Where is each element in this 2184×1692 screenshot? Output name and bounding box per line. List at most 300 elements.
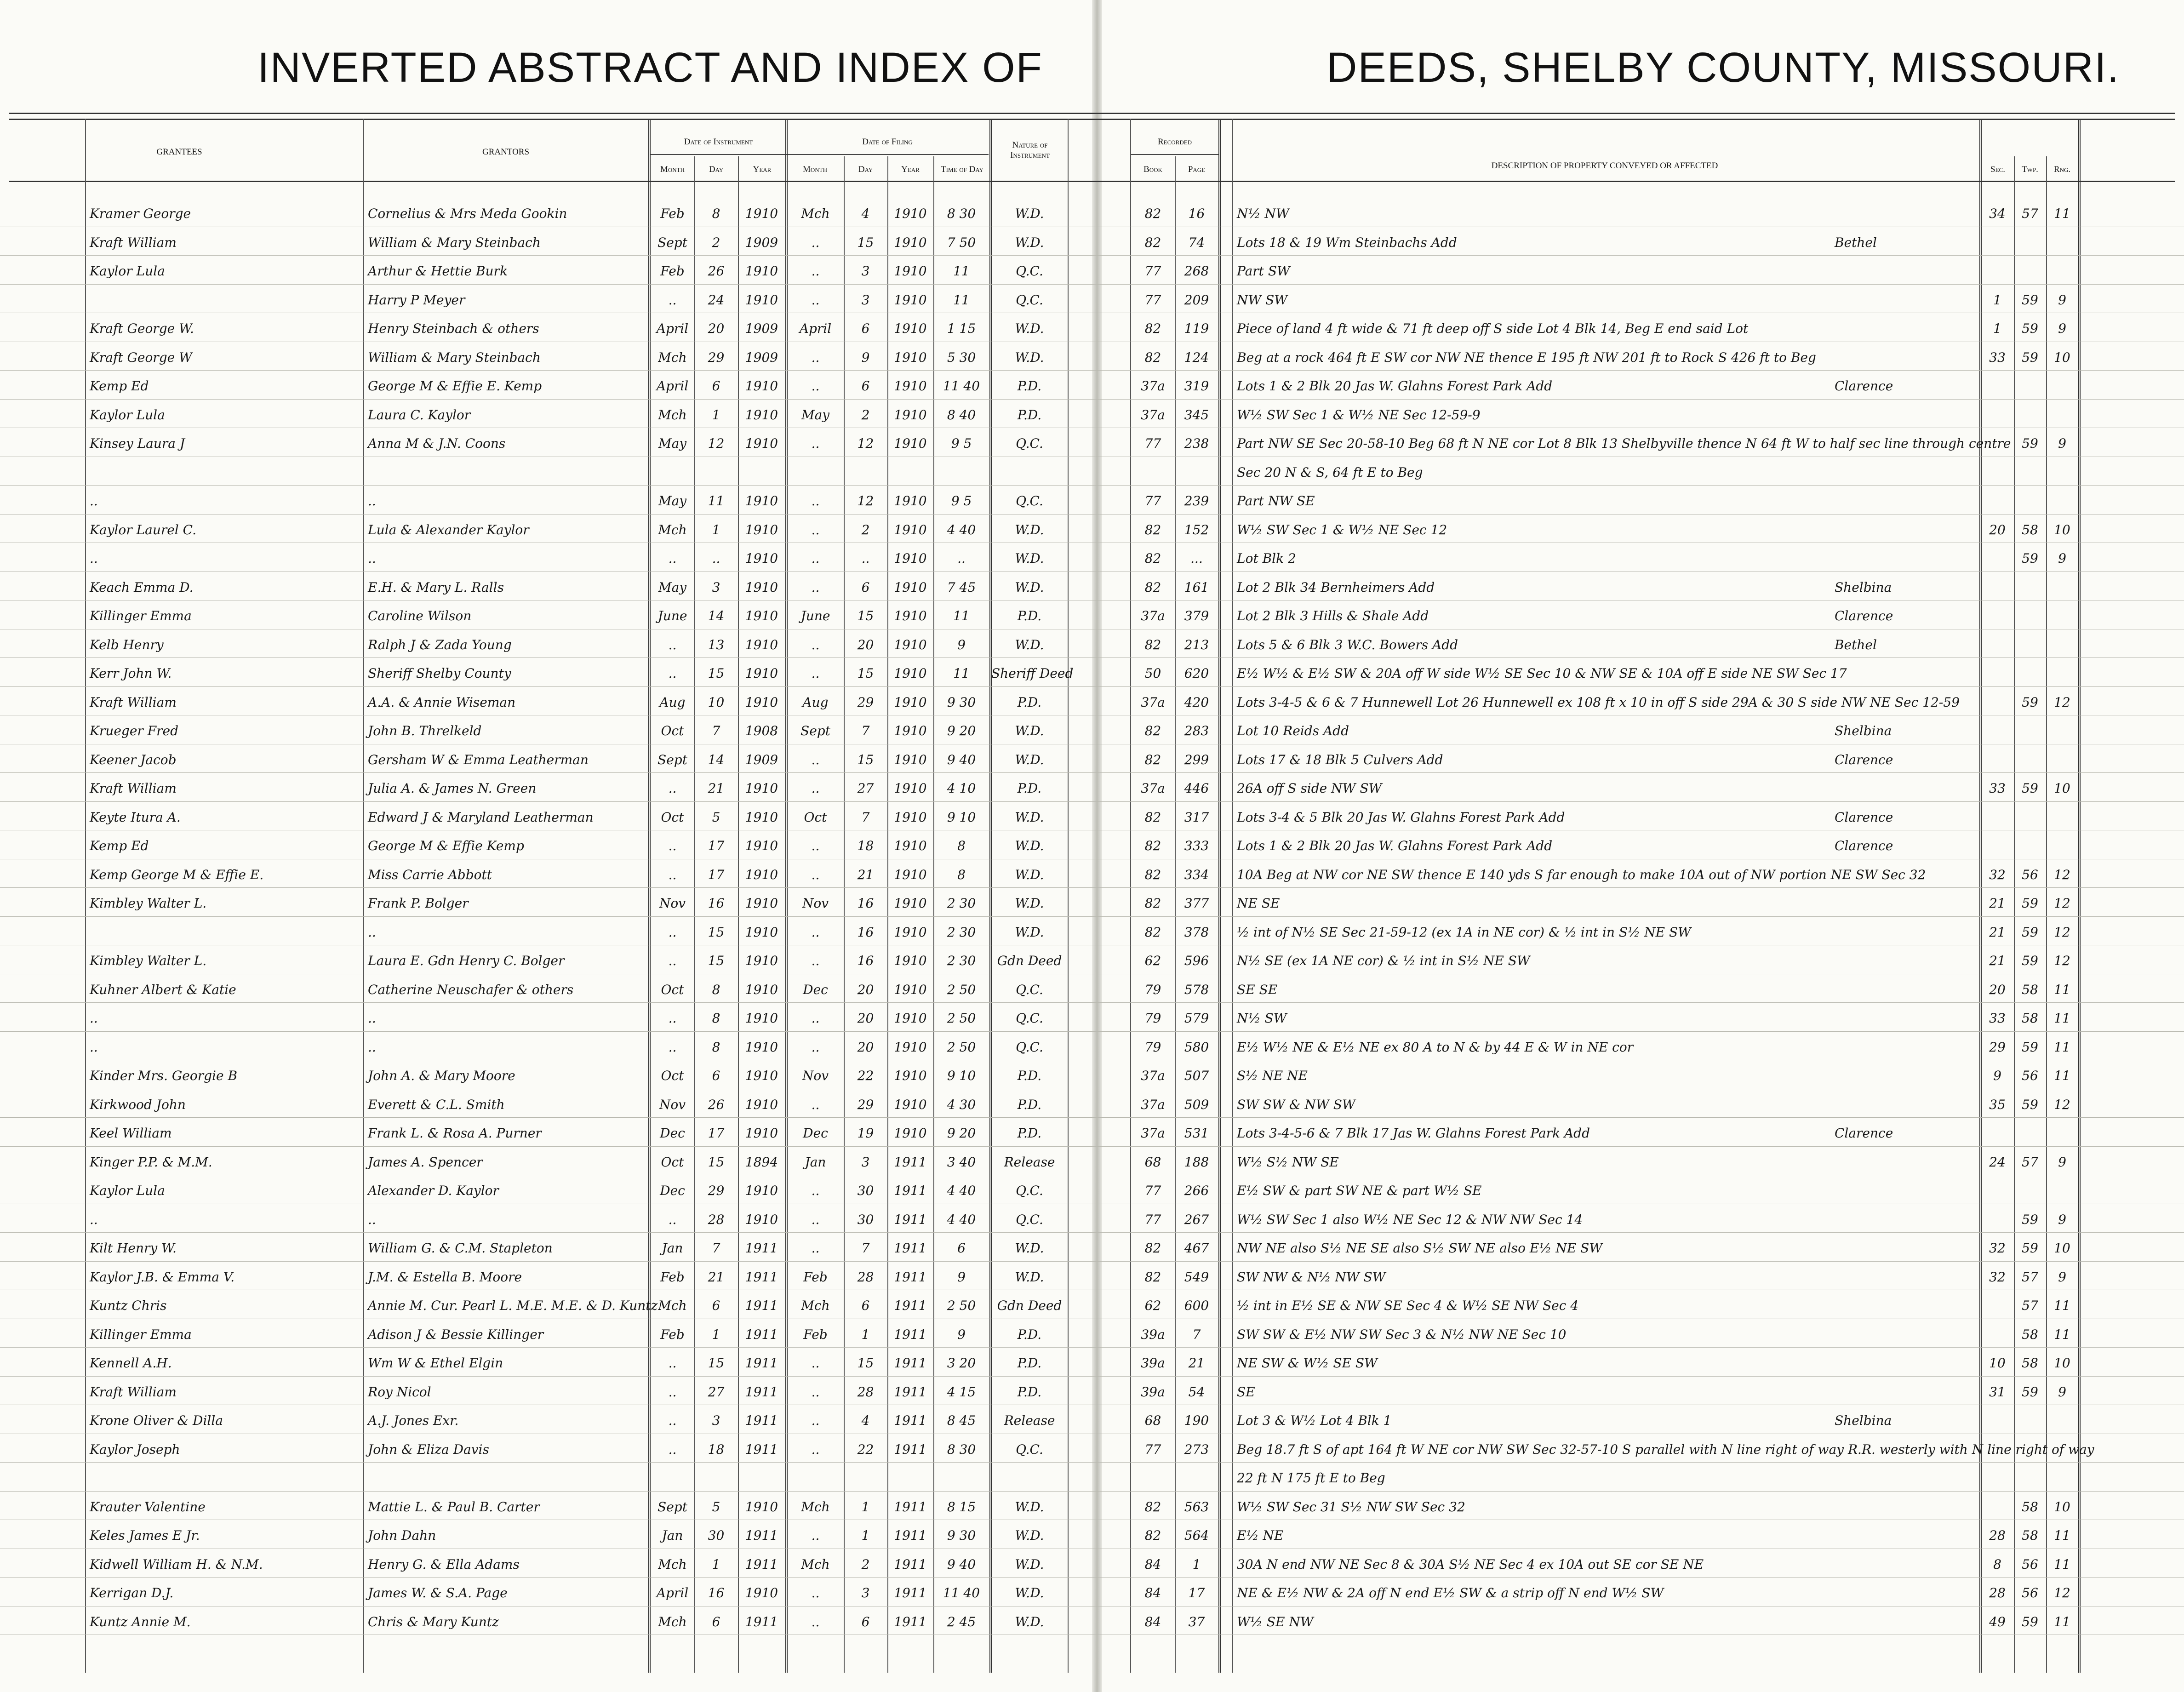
inst-day-cell: 1 <box>712 522 720 537</box>
col-book: Book <box>1143 165 1162 174</box>
table-row <box>0 1146 2184 1176</box>
fil-time-cell: 11 <box>953 263 970 279</box>
grantee-cell: Kaylor Laurel C. <box>90 522 196 537</box>
fil-time-cell: 4 40 <box>947 1212 976 1227</box>
description-cell: Lots 3-4-5 & 6 & 7 Hunnewell Lot 26 Hunnewell ex 108 ft x 10 in off S side 29A & 30 S side NW NE Sec 12-59 <box>1237 694 1960 710</box>
description-cell: SE SE <box>1237 982 1278 997</box>
fil-month-cell: .. <box>811 1011 820 1026</box>
page-cell: 446 <box>1184 781 1209 796</box>
table-row <box>0 457 2184 486</box>
inst-day-cell: 2 <box>712 234 720 250</box>
inst-year-cell: 1910 <box>745 493 778 509</box>
fil-month-cell: .. <box>811 263 820 279</box>
table-row <box>0 744 2184 773</box>
grantor-cell: A.J. Jones Exr. <box>368 1413 459 1428</box>
rng-cell: 9 <box>2058 436 2066 451</box>
page-cell: 213 <box>1184 637 1209 652</box>
book-cell: 39a <box>1141 1384 1165 1400</box>
inst-day-cell: .. <box>712 551 720 566</box>
book-cell: 82 <box>1144 234 1161 250</box>
description-cell: ½ int of N½ SE Sec 21-59-12 (ex 1A in NE cor) & ½ int in S½ NE SW <box>1237 924 1691 940</box>
nature-cell: Q.C. <box>1016 982 1043 997</box>
grantee-cell: Krueger Fred <box>90 723 178 738</box>
fil-month-cell: .. <box>811 493 820 509</box>
inst-month-cell: Sept <box>657 752 687 767</box>
fil-month-cell: .. <box>811 867 820 882</box>
grantor-cell: Adison J & Bessie Killinger <box>368 1326 544 1342</box>
fil-day-cell: 2 <box>861 522 870 537</box>
col-sec: Sec. <box>1990 165 2005 174</box>
twp-cell: 58 <box>2022 522 2038 537</box>
book-cell: 82 <box>1144 896 1161 911</box>
fil-day-cell: 20 <box>857 982 874 997</box>
fil-day-cell: 16 <box>857 896 874 911</box>
fil-year-cell: 1910 <box>894 1011 927 1026</box>
book-cell: 79 <box>1144 1011 1161 1026</box>
fil-time-cell: 2 30 <box>947 924 976 940</box>
sec-cell: 21 <box>1989 896 2006 911</box>
inst-month-cell: .. <box>668 867 677 882</box>
inst-day-cell: 16 <box>708 1585 725 1601</box>
nature-cell: Q.C. <box>1016 436 1043 451</box>
rng-cell: 10 <box>2054 522 2070 537</box>
book-cell: 82 <box>1144 551 1161 566</box>
inst-year-cell: 1910 <box>745 206 778 221</box>
fil-time-cell: 4 40 <box>947 522 976 537</box>
page-cell: 317 <box>1184 809 1209 825</box>
fil-time-cell: 8 <box>957 867 966 882</box>
fil-year-cell: 1910 <box>894 1126 927 1141</box>
inst-day-cell: 15 <box>708 1355 725 1371</box>
inst-day-cell: 1 <box>712 1326 720 1342</box>
twp-cell: 58 <box>2022 1011 2038 1026</box>
fil-day-cell: 6 <box>861 579 870 595</box>
inst-month-cell: Feb <box>660 263 685 279</box>
twp-cell: 59 <box>2022 1240 2038 1256</box>
grantee-cell: Kerr John W. <box>90 666 172 681</box>
inst-day-cell: 15 <box>708 1154 725 1170</box>
fil-year-cell: 1910 <box>894 493 927 509</box>
grantor-cell: Laura C. Kaylor <box>368 407 471 423</box>
page-cell: 266 <box>1184 1183 1209 1198</box>
inst-day-cell: 26 <box>708 263 725 279</box>
inst-day-cell: 26 <box>708 1097 725 1112</box>
inst-month-cell: .. <box>668 781 677 796</box>
inst-month-cell: .. <box>668 637 677 652</box>
description-cell: Part NW SE Sec 20-58-10 Beg 68 ft N NE cor Lot 8 Blk 13 Shelbyville thence N 64 ft W to half sec line through centre <box>1237 436 2011 451</box>
fil-month-cell: Jan <box>805 1154 826 1170</box>
description-cell: Lot 10 Reids Add <box>1237 723 1349 738</box>
sec-cell: 10 <box>1989 1355 2006 1371</box>
grantee-cell: Keener Jacob <box>90 752 177 767</box>
place-cell: Clarence <box>1835 378 1893 394</box>
fil-day-cell: 15 <box>857 608 874 623</box>
grantee-cell: Krone Oliver & Dilla <box>90 1413 223 1428</box>
inst-month-cell: Feb <box>660 1269 685 1285</box>
book-cell: 82 <box>1144 723 1161 738</box>
table-row <box>0 255 2184 285</box>
fil-time-cell: 9 5 <box>951 493 972 509</box>
page-cell: 74 <box>1188 234 1205 250</box>
inst-year-cell: 1909 <box>745 321 778 336</box>
nature-cell: Q.C. <box>1016 263 1043 279</box>
grantee-cell: Kennell A.H. <box>90 1355 172 1371</box>
place-cell: Clarence <box>1835 1126 1893 1141</box>
description-cell: 10A Beg at NW cor NE SW thence E 140 yds S far enough to make 10A out of NW portion NE SW Sec 32 <box>1237 867 1926 882</box>
inst-month-cell: .. <box>668 292 677 308</box>
fil-time-cell: 5 30 <box>947 349 976 365</box>
nature-cell: W.D. <box>1015 1556 1044 1572</box>
col-date-instrument: Date of Instrument <box>684 137 753 147</box>
inst-day-cell: 29 <box>708 349 725 365</box>
twp-cell: 58 <box>2022 1499 2038 1515</box>
description-cell: W½ SW Sec 1 also W½ NE Sec 12 & NW NW Sec 14 <box>1237 1212 1583 1227</box>
inst-year-cell: 1911 <box>745 1384 778 1400</box>
table-row <box>0 284 2184 314</box>
inst-month-cell: Aug <box>659 694 686 710</box>
page-cell: 7 <box>1192 1326 1201 1342</box>
inst-month-cell: Jan <box>662 1528 683 1543</box>
twp-cell: 58 <box>2022 1355 2038 1371</box>
fil-year-cell: 1910 <box>894 1068 927 1083</box>
fil-day-cell: 28 <box>857 1384 874 1400</box>
page-cell: 333 <box>1184 838 1209 853</box>
inst-month-cell: April <box>656 321 689 336</box>
book-cell: 84 <box>1144 1614 1161 1629</box>
grantee-cell: .. <box>90 493 98 509</box>
grantor-cell: J.M. & Estella B. Moore <box>368 1269 522 1285</box>
fil-day-cell: 2 <box>861 407 870 423</box>
table-row <box>0 1462 2184 1492</box>
nature-cell: W.D. <box>1015 1585 1044 1601</box>
fil-time-cell: 9 20 <box>947 1126 976 1141</box>
inst-day-cell: 3 <box>712 579 720 595</box>
book-cell: 50 <box>1144 666 1161 681</box>
fil-year-cell: 1910 <box>894 666 927 681</box>
grantee-cell: Kaylor Lula <box>90 407 165 423</box>
fil-time-cell: 3 20 <box>947 1355 976 1371</box>
fil-day-cell: 12 <box>857 493 874 509</box>
nature-cell: Q.C. <box>1016 1212 1043 1227</box>
page-cell: 299 <box>1184 752 1209 767</box>
fil-time-cell: 8 30 <box>947 206 976 221</box>
inst-year-cell: 1910 <box>745 694 778 710</box>
inst-year-cell: 1910 <box>745 1011 778 1026</box>
fil-day-cell: .. <box>861 551 870 566</box>
nature-cell: Release <box>1004 1413 1055 1428</box>
inst-year-cell: 1909 <box>745 752 778 767</box>
fil-time-cell: 2 50 <box>947 1298 976 1313</box>
fil-day-cell: 27 <box>857 781 874 796</box>
inst-day-cell: 7 <box>712 723 720 738</box>
page-cell: 267 <box>1184 1212 1209 1227</box>
grantor-cell: James A. Spencer <box>368 1154 483 1170</box>
inst-month-cell: Oct <box>661 809 684 825</box>
inst-month-cell: Sept <box>657 1499 687 1515</box>
book-cell: 82 <box>1144 349 1161 365</box>
inst-day-cell: 14 <box>708 752 725 767</box>
fil-day-cell: 3 <box>861 1154 870 1170</box>
grantee-cell: Keyte Itura A. <box>90 809 181 825</box>
table-row <box>0 1060 2184 1089</box>
rng-cell: 11 <box>2054 1528 2070 1543</box>
sec-cell: 32 <box>1989 1240 2006 1256</box>
grantor-cell: George M & Effie Kemp <box>368 838 524 853</box>
fil-day-cell: 1 <box>861 1528 870 1543</box>
fil-month-cell: April <box>799 321 832 336</box>
table-row <box>0 686 2184 716</box>
description-cell: W½ SW Sec 31 S½ NW SW Sec 32 <box>1237 1499 1465 1515</box>
fil-month-cell: .. <box>811 1097 820 1112</box>
book-cell: 39a <box>1141 1355 1165 1371</box>
description-cell: NW SW <box>1237 292 1288 308</box>
col-inst-year: Year <box>753 165 772 174</box>
sec-cell: 24 <box>1989 1154 2006 1170</box>
table-row <box>0 1606 2184 1635</box>
book-cell: 82 <box>1144 637 1161 652</box>
description-cell: NE & E½ NW & 2A off N end E½ SW & a strip off N end W½ SW <box>1237 1585 1664 1601</box>
grantee-cell: Kuhner Albert & Katie <box>90 982 236 997</box>
inst-day-cell: 21 <box>708 781 725 796</box>
place-cell: Shelbina <box>1835 1413 1892 1428</box>
fil-year-cell: 1911 <box>894 1269 927 1285</box>
fil-month-cell: May <box>801 407 830 423</box>
rng-cell: 9 <box>2058 1384 2066 1400</box>
book-cell: 82 <box>1144 321 1161 336</box>
nature-cell: P.D. <box>1017 608 1042 623</box>
page-cell: 17 <box>1188 1585 1205 1601</box>
inst-year-cell: 1910 <box>745 924 778 940</box>
page-cell: 549 <box>1184 1269 1209 1285</box>
fil-time-cell: 11 40 <box>943 378 980 394</box>
fil-year-cell: 1910 <box>894 321 927 336</box>
grantee-cell: Kemp Ed <box>90 838 149 853</box>
nature-cell: Gdn Deed <box>997 953 1062 968</box>
page-cell: 188 <box>1184 1154 1209 1170</box>
nature-cell: P.D. <box>1017 1126 1042 1141</box>
rng-cell: 11 <box>2054 982 2070 997</box>
twp-cell: 59 <box>2022 694 2038 710</box>
table-row <box>0 715 2184 744</box>
inst-year-cell: 1911 <box>745 1441 778 1457</box>
inst-year-cell: 1911 <box>745 1269 778 1285</box>
grantor-cell: Cornelius & Mrs Meda Gookin <box>368 206 567 221</box>
description-cell: Lots 1 & 2 Blk 20 Jas W. Glahns Forest Park Add <box>1237 378 1553 394</box>
inst-month-cell: Mch <box>658 1556 687 1572</box>
book-cell: 62 <box>1144 1298 1161 1313</box>
fil-month-cell: .. <box>811 1183 820 1198</box>
description-cell: Part SW <box>1237 263 1290 279</box>
inst-month-cell: Oct <box>661 723 684 738</box>
fil-month-cell: Nov <box>802 896 829 911</box>
inst-year-cell: 1910 <box>745 637 778 652</box>
fil-month-cell: .. <box>811 637 820 652</box>
grantor-cell: Wm W & Ethel Elgin <box>368 1355 503 1371</box>
nature-cell: P.D. <box>1017 407 1042 423</box>
nature-cell: P.D. <box>1017 1384 1042 1400</box>
page-cell: 334 <box>1184 867 1209 882</box>
book-cell: 79 <box>1144 1039 1161 1055</box>
page-cell: 21 <box>1188 1355 1205 1371</box>
description-cell: Lots 3-4-5-6 & 7 Blk 17 Jas W. Glahns Forest Park Add <box>1237 1126 1590 1141</box>
fil-time-cell: 4 15 <box>947 1384 976 1400</box>
fil-time-cell: 9 40 <box>947 1556 976 1572</box>
fil-year-cell: 1911 <box>894 1384 927 1400</box>
book-cell: 82 <box>1144 809 1161 825</box>
col-fil-day: Day <box>858 165 873 174</box>
inst-day-cell: 5 <box>712 809 720 825</box>
sec-cell: 31 <box>1989 1384 2006 1400</box>
table-row <box>0 1117 2184 1147</box>
page-cell: 273 <box>1184 1441 1209 1457</box>
inst-year-cell: 1910 <box>745 1212 778 1227</box>
fil-year-cell: 1910 <box>894 1039 927 1055</box>
fil-day-cell: 6 <box>861 1614 870 1629</box>
book-cell: 82 <box>1144 579 1161 595</box>
col-fil-year: Year <box>901 165 920 174</box>
book-cell: 77 <box>1144 1212 1161 1227</box>
inst-year-cell: 1910 <box>745 953 778 968</box>
rng-cell: 9 <box>2058 321 2066 336</box>
fil-year-cell: 1910 <box>894 752 927 767</box>
place-cell: Bethel <box>1835 234 1877 250</box>
inst-month-cell: .. <box>668 1011 677 1026</box>
place-cell: Clarence <box>1835 608 1893 623</box>
fil-month-cell: .. <box>811 551 820 566</box>
page-cell: 37 <box>1188 1614 1205 1629</box>
sec-cell: 49 <box>1989 1614 2006 1629</box>
fil-day-cell: 6 <box>861 1298 870 1313</box>
inst-day-cell: 8 <box>712 1011 720 1026</box>
twp-cell: 56 <box>2022 867 2038 882</box>
twp-cell: 59 <box>2022 1212 2038 1227</box>
grantor-cell: Lula & Alexander Kaylor <box>368 522 529 537</box>
nature-cell: P.D. <box>1017 378 1042 394</box>
rng-cell: 11 <box>2054 206 2070 221</box>
table-row <box>0 1089 2184 1118</box>
table-row <box>0 600 2184 629</box>
table-row <box>0 916 2184 946</box>
fil-year-cell: 1910 <box>894 694 927 710</box>
inst-day-cell: 8 <box>712 1039 720 1055</box>
col-description: DESCRIPTION OF PROPERTY CONVEYED OR AFFECTED <box>1491 161 1718 171</box>
book-cell: 39a <box>1141 1326 1165 1342</box>
fil-month-cell: .. <box>811 1585 820 1601</box>
grantor-cell: Everett & C.L. Smith <box>368 1097 505 1112</box>
book-cell: 77 <box>1144 1441 1161 1457</box>
inst-day-cell: 18 <box>708 1441 725 1457</box>
page-cell: 580 <box>1184 1039 1209 1055</box>
nature-cell: W.D. <box>1015 1269 1044 1285</box>
sec-cell: 9 <box>1993 1068 2001 1083</box>
fil-day-cell: 15 <box>857 234 874 250</box>
fil-month-cell: .. <box>811 1384 820 1400</box>
fil-day-cell: 1 <box>861 1499 870 1515</box>
inst-day-cell: 10 <box>708 694 725 710</box>
nature-cell: W.D. <box>1015 1499 1044 1515</box>
table-row <box>0 1405 2184 1434</box>
table-row <box>0 485 2184 514</box>
fil-day-cell: 20 <box>857 1011 874 1026</box>
inst-month-cell: Sept <box>657 234 687 250</box>
nature-cell: P.D. <box>1017 1355 1042 1371</box>
fil-year-cell: 1910 <box>894 924 927 940</box>
book-cell: 82 <box>1144 1499 1161 1515</box>
fil-month-cell: .. <box>811 1240 820 1256</box>
fil-month-cell: Feb <box>803 1269 828 1285</box>
fil-time-cell: 8 15 <box>947 1499 976 1515</box>
book-cell: 82 <box>1144 522 1161 537</box>
inst-month-cell: Nov <box>659 1097 686 1112</box>
inst-day-cell: 17 <box>708 838 725 853</box>
page-cell: 509 <box>1184 1097 1209 1112</box>
grantee-cell: Kimbley Walter L. <box>90 953 207 968</box>
fil-time-cell: 4 30 <box>947 1097 976 1112</box>
fil-year-cell: 1911 <box>894 1614 927 1629</box>
fil-year-cell: 1910 <box>894 867 927 882</box>
inst-month-cell: .. <box>668 953 677 968</box>
rng-cell: 12 <box>2054 953 2070 968</box>
twp-cell: 59 <box>2022 1384 2038 1400</box>
inst-year-cell: 1910 <box>745 1039 778 1055</box>
sec-cell: 21 <box>1989 953 2006 968</box>
fil-year-cell: 1911 <box>894 1183 927 1198</box>
inst-month-cell: Mch <box>658 407 687 423</box>
book-cell: 37a <box>1141 378 1165 394</box>
inst-month-cell: May <box>658 493 687 509</box>
page-cell: 345 <box>1184 407 1209 423</box>
twp-cell: 56 <box>2022 1585 2038 1601</box>
book-cell: 37a <box>1141 781 1165 796</box>
fil-month-cell: June <box>800 608 830 623</box>
rng-cell: 9 <box>2058 551 2066 566</box>
book-cell: 37a <box>1141 1097 1165 1112</box>
table-row <box>0 428 2184 457</box>
fil-year-cell: 1911 <box>894 1499 927 1515</box>
description-cell: Lots 3-4 & 5 Blk 20 Jas W. Glahns Forest Park Add <box>1237 809 1565 825</box>
twp-cell: 59 <box>2022 1614 2038 1629</box>
col-grantors: GRANTORS <box>482 147 530 157</box>
grantor-cell: John & Eliza Davis <box>368 1441 489 1457</box>
inst-day-cell: 27 <box>708 1384 725 1400</box>
nature-cell: W.D. <box>1015 1614 1044 1629</box>
nature-cell: W.D. <box>1015 522 1044 537</box>
table-row <box>0 1232 2184 1262</box>
inst-month-cell: .. <box>668 1413 677 1428</box>
twp-cell: 57 <box>2022 1154 2038 1170</box>
grantor-cell: John Dahn <box>368 1528 436 1543</box>
fil-day-cell: 4 <box>861 1413 870 1428</box>
fil-year-cell: 1910 <box>894 637 927 652</box>
nature-cell: P.D. <box>1017 1097 1042 1112</box>
inst-year-cell: 1910 <box>745 781 778 796</box>
nature-cell: W.D. <box>1015 924 1044 940</box>
sec-cell: 28 <box>1989 1528 2006 1543</box>
fil-year-cell: 1910 <box>894 522 927 537</box>
fil-time-cell: 9 30 <box>947 694 976 710</box>
book-cell: 82 <box>1144 206 1161 221</box>
inst-year-cell: 1894 <box>745 1154 778 1170</box>
rng-cell: 10 <box>2054 1355 2070 1371</box>
fil-year-cell: 1910 <box>894 407 927 423</box>
book-cell: 37a <box>1141 608 1165 623</box>
fil-year-cell: 1910 <box>894 809 927 825</box>
sec-cell: 33 <box>1989 349 2006 365</box>
inst-year-cell: 1908 <box>745 723 778 738</box>
header-top-rule-2 <box>9 119 2175 120</box>
fil-day-cell: 19 <box>857 1126 874 1141</box>
book-cell: 37a <box>1141 1126 1165 1141</box>
